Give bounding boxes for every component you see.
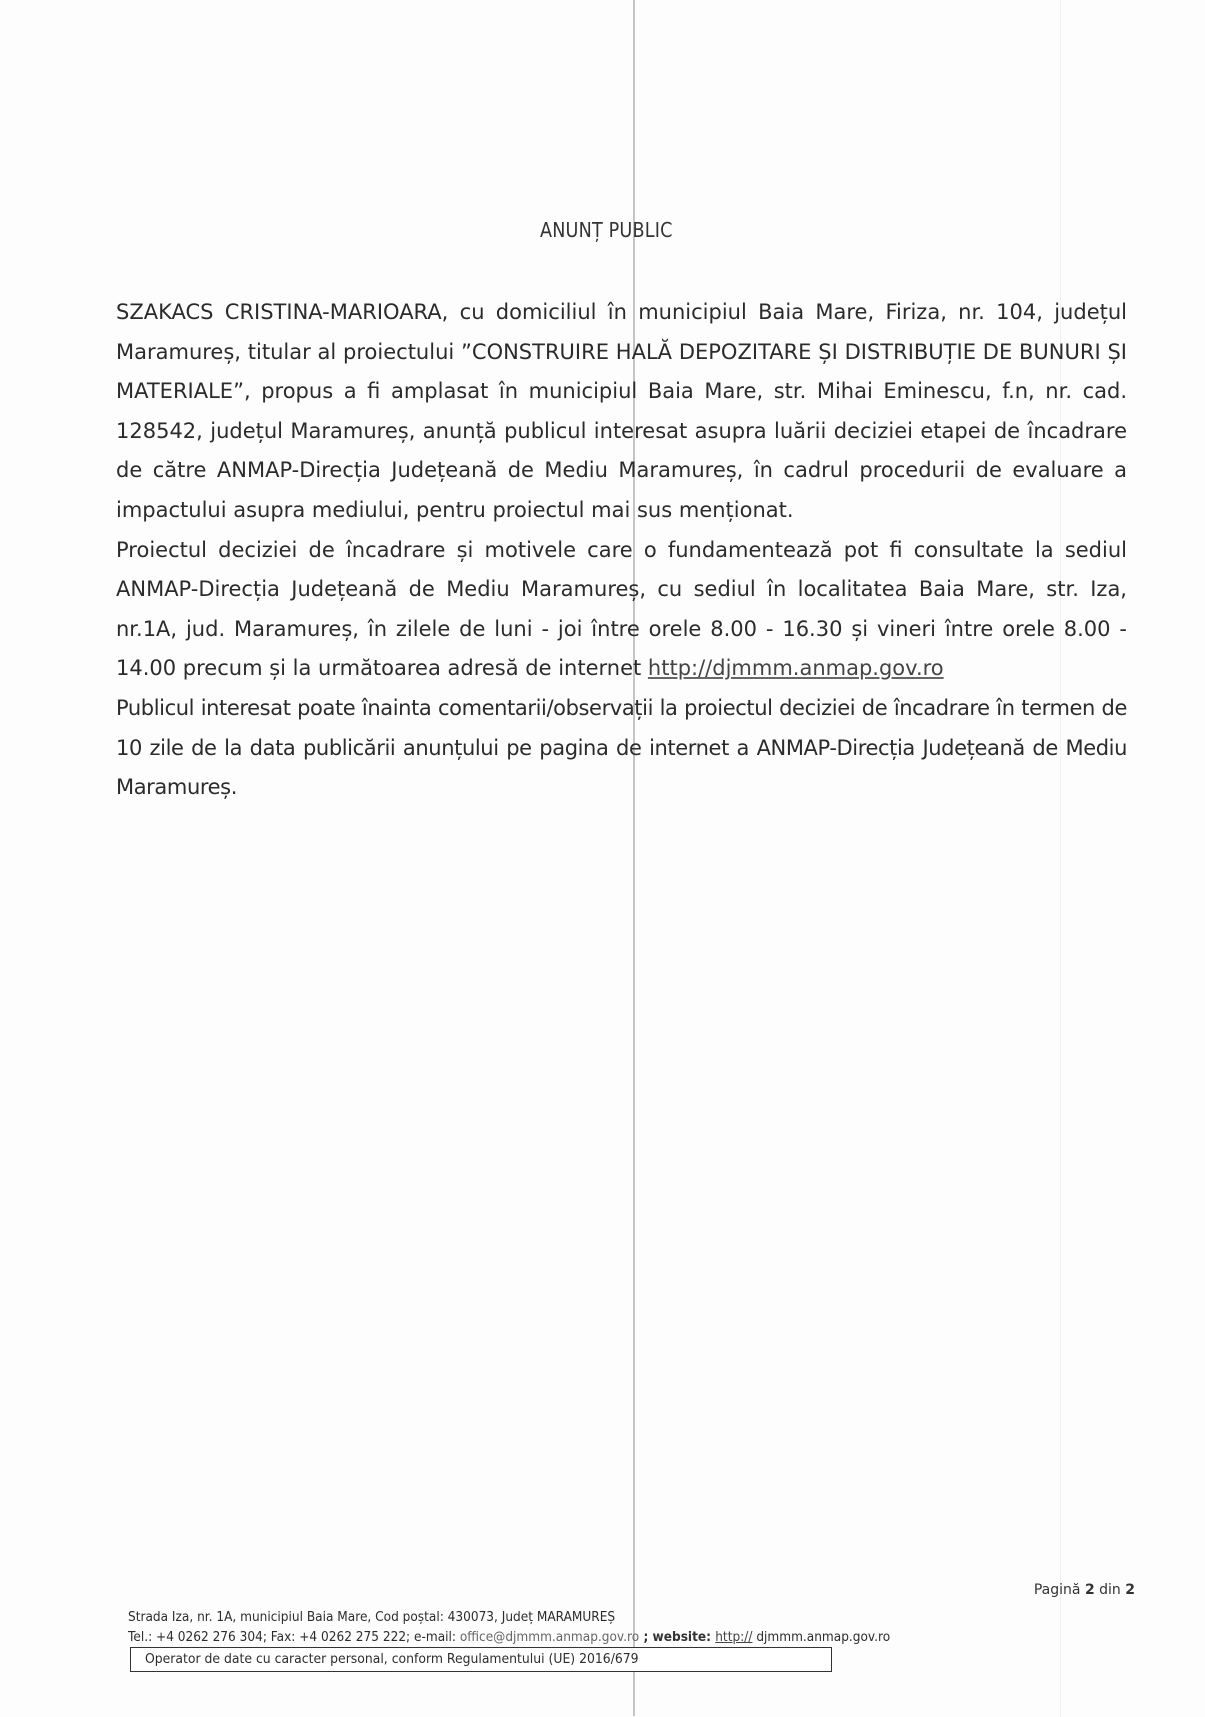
footer-website-link[interactable]: http:// — [715, 1629, 753, 1645]
page-number: Pagină 2 din 2 — [1033, 1582, 1135, 1598]
footer-email-link[interactable]: office@djmmm.anmap.gov.ro — [459, 1629, 640, 1645]
gdpr-notice: Operator de date cu caracter personal, conform Regulamentului (UE) 2016/679 — [145, 1651, 639, 1667]
footer-address: Strada Iza, nr. 1A, municipiul Baia Mare, Cod poștal: 430073, Județ MARAMUREȘ — [128, 1609, 616, 1625]
website-link[interactable]: http://djmmm.anmap.gov.ro — [647, 656, 944, 681]
announcement-body — [116, 293, 1127, 808]
paragraph-comments: Publicul interesat poate înainta comentarii/observații la proiectul deciziei de încadrare în termen de 10 zile de la data publicării anunțului pe pagina de internet a ANMAP-Direcția Județeană de Mediu Maramureș. — [116, 695, 1127, 800]
gdpr-notice-box — [130, 1647, 832, 1672]
page-title: ANUNȚ PUBLIC — [539, 218, 673, 242]
letterhead-footer — [128, 1607, 890, 1647]
scan-fold-line-faint — [1060, 0, 1061, 1717]
scan-fold-line — [633, 0, 635, 1716]
paragraph-consultation-text: Proiectul deciziei de încadrare și motivele care o fundamentează pot fi consultate la sediul ANMAP-Direcția Județeană de Mediu Maramureș, cu sediul în localitatea Baia Mare, str. Iza, nr.1A, jud. Maramureș, în zilele de luni - joi între orele 8.00 - 16.30 și vineri între orele 8.00 - 14.00 precum și la următoarea adresă de internet — [116, 537, 1127, 681]
footer-contact: Tel.: +4 0262 276 304; Fax: +4 0262 275 222; e-mail: office@djmmm.anmap.gov.ro ; website: http:// djmmm.anmap.gov.ro — [128, 1629, 891, 1645]
paragraph-consultation — [116, 531, 1127, 689]
paragraph-intro: SZAKACS CRISTINA-MARIOARA, cu domiciliul în municipiul Baia Mare, Firiza, nr. 104, județul Maramureș, titular al proiectului ”CONSTRUIRE HALĂ DEPOZITARE ȘI DISTRIBUȚIE DE BUNURI ȘI MATERIALE”, propus a fi amplasat în municipiul Baia Mare, str. Mihai Eminescu, f.n, nr. cad. 128542, județul Maramureș, anunță publicul interesat asupra luării deciziei etapei de încadrare de către ANMAP-Direcția Județeană de Mediu Maramureș, în cadrul procedurii de evaluare a impactului asupra mediului, pentru proiectul mai sus menționat. — [116, 300, 1127, 522]
